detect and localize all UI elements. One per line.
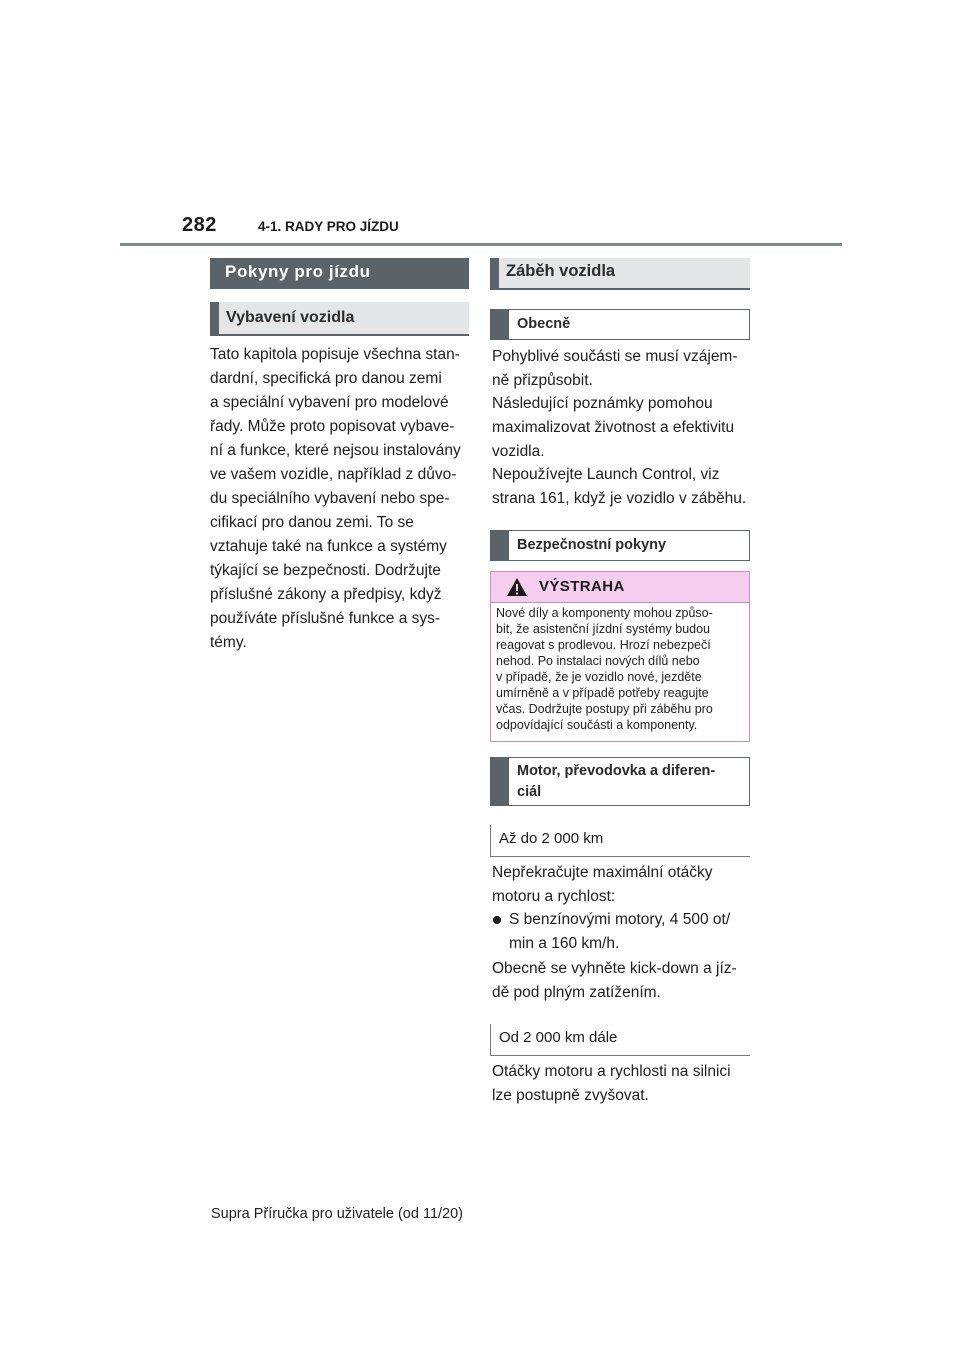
general-paragraph-2: Následující poznámky pomohou maximalizovat životnost a efektivitu vozidla. — [492, 395, 735, 460]
section-heading-text: Pokyny pro jízdu — [225, 262, 371, 281]
bullet-item: S benzínovými motory, 4 500 ot/ min a 160 km/h. — [509, 911, 731, 952]
section-heading-break-in — [490, 258, 750, 290]
general-paragraph-1: Pohyblivé součásti se musí vzájem- ně přizpůsobit. — [492, 348, 738, 389]
subheading-text: Bezpečnostní pokyny — [517, 537, 667, 553]
subsection-heading-equipment — [210, 302, 469, 336]
subsection-heading-text: Vybavení vozidla — [226, 309, 355, 326]
subheading-text: Až do 2 000 km — [499, 830, 604, 847]
warning-title: VÝSTRAHA — [539, 578, 625, 595]
chapter-title: 4-1. RADY PRO JÍZDU — [258, 219, 399, 234]
warning-text: Nové díly a komponenty mohou způso- bit, že asistenční jízdní systémy budou reagovat s prodlevou. Hrozí nebezpečí nehod. Po instalaci nových dílů nebo v případě, že je vozidlo nové, jezděte umírněně a v případě potřeby reagujte včas. Dodržujte postupy při záběhu pro odpovídající součásti a komponenty. — [496, 606, 713, 732]
up-to-2000km-paragraph-2: Obecně se vyhněte kick-down a jíz- dě pod plným zatížením. — [492, 960, 737, 1001]
subheading-from-2000km — [490, 1024, 750, 1056]
subheading-engine — [490, 757, 750, 806]
section-heading-text: Záběh vozidla — [506, 262, 616, 280]
subheading-text: Motor, převodovka a diferen- ciál — [517, 763, 716, 800]
warning-triangle-icon — [506, 577, 528, 597]
bullet-point-icon — [493, 916, 501, 924]
warning-header — [491, 572, 749, 603]
subheading-safety — [490, 530, 750, 561]
subheading-up-to-2000km — [490, 825, 750, 857]
up-to-2000km-paragraph-1: Nepřekračujte maximální otáčky motoru a rychlost: — [492, 864, 713, 905]
section-heading-driving — [210, 258, 469, 289]
warning-box — [490, 571, 750, 742]
page-number: 282 — [182, 214, 217, 236]
footer-text: Supra Příručka pro uživatele (od 11/20) — [211, 1206, 464, 1222]
subheading-text: Obecně — [517, 316, 571, 332]
header-divider — [120, 243, 842, 246]
equipment-paragraph: Tato kapitola popisuje všechna stan- dardní, specifická pro danou zemi a speciální vybavení pro modelové řady. Může proto popisovat vybave- ní a funkce, které nejsou instalovány ve vašem vozidle, například z důvo- du speciálního vybavení nebo spe- cifikací pro danou zemi. To se vztahuje také na funkce a systémy týkající se bezpečnosti. Dodržujte příslušné zákony a předpisy, když používáte příslušné funkce a sys- témy. — [210, 346, 461, 651]
subheading-general — [490, 309, 750, 340]
from-2000km-paragraph: Otáčky motoru a rychlosti na silnici lze postupně zvyšovat. — [492, 1063, 731, 1104]
subheading-text: Od 2 000 km dále — [499, 1029, 618, 1046]
general-paragraph-3: Nepoužívejte Launch Control, viz strana 161, když je vozidlo v záběhu. — [492, 466, 747, 507]
